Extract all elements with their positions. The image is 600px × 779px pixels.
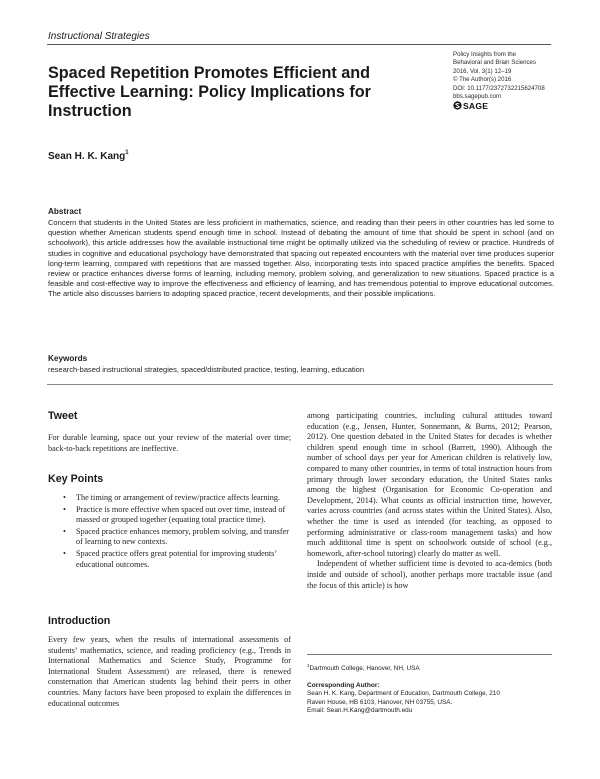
- footnote-divider: [307, 654, 552, 655]
- corresponding-author-heading: Corresponding Author:: [307, 682, 380, 690]
- corresponding-line: Raven House, HB 6103, Hanover, NH 03755, USA.: [307, 698, 453, 706]
- list-item: [48, 493, 291, 504]
- author-byline: [48, 150, 129, 162]
- publisher-name: SAGE: [463, 100, 489, 111]
- sage-logo-icon: [453, 101, 462, 110]
- paragraph: among participating countries, including cultural attitudes toward education (e.g., Jensen, Hunter, Sonnemann, & Burns, 2012; Pearson, 2012). One question debated in the United States for decades is whether children spend enough time in school (Barrett, 1990). Although the number of school days per year for American children is relatively low, compared to many other countries, in terms of total instruction hours from primary through lower secondary education, the United States ranks among the highest (Organisation for Economic Co-operation and Development, 2014). What counts as official instruction time, however, varies across countries (and across states within the United States). Also, whether the time is used as intended (for teaching, as opposed to performing administrative or class-room management tasks) and how much additional time is spent on schoolwork outside of school (e.g., homework, after-school tutoring) clearly do matter as well.: [307, 411, 552, 558]
- tweet-heading: Tweet: [48, 410, 78, 422]
- footnotes: [307, 662, 552, 715]
- paragraph: Every few years, when the results of international assessments of students’ mathematics, science, and reading proficiency (e.g., Trends in International Mathematics and Science Study, Programme for International Student Assessment) are released, there is renewed consternation that American students lag behind their peers in other countries. Many factors have been proposed to explain the differences in educational outcomes: [48, 635, 291, 708]
- affiliation-text: Dartmouth College, Hanover, NH, USA: [309, 665, 420, 672]
- key-points-heading: Key Points: [48, 473, 104, 485]
- affiliation-marker: 1: [307, 663, 310, 668]
- journal-info: [453, 51, 563, 110]
- abstract-text: Concern that students in the United States are less proficient in mathematics, science, and reading than their peers in other countries has led some to question whether American students spend enough time in school. Instead of debating the amount of time that should be spent in school (and on schoolwork), this article addresses how the available instructional time might be optimally utilized via the scheduling of review or practice. Hundreds of studies in cognitive and educational psychology have demonstrated that spacing out repeated encounters with the material over time produces superior long-term learning, compared with repetitions that are massed together. Also, incorporating tests into spaced practice amplifies the benefits. Spaced review or practice enhances diverse forms of learning, including memory, problem solving, and generalization to new situations. Spaced practice is a feasible and cost-effective way to improve the effectiveness and efficiency of learning, and has tremendous potential to improve educational outcomes. The article also discusses barriers to adopting spaced practice, recent developments, and their possible implications.: [48, 218, 554, 299]
- list-item: [48, 549, 291, 570]
- bullet-icon: •: [63, 504, 66, 514]
- bullet-icon: •: [63, 493, 66, 502]
- introduction-text: [48, 635, 291, 709]
- title-line: Instruction: [48, 102, 132, 120]
- header-divider: [47, 44, 551, 45]
- key-point-text: Spaced practice enhances memory, problem solving, and transfer of learning to new contexts.: [76, 526, 289, 547]
- bullet-icon: •: [63, 526, 66, 536]
- copyright: © The Author(s) 2016: [453, 76, 512, 84]
- section-divider: [47, 384, 553, 385]
- journal-name-line: Policy Insights from the: [453, 51, 516, 58]
- affiliation-note: [307, 662, 552, 673]
- body-text: [307, 411, 552, 591]
- list-item: [48, 505, 291, 526]
- section-label: Instructional Strategies: [48, 31, 150, 42]
- author-name: Sean H. K. Kang: [48, 151, 126, 162]
- abstract-heading: Abstract: [48, 207, 82, 216]
- title-line: Effective Learning: Policy Implications for: [48, 83, 371, 101]
- key-points-list: [48, 493, 291, 571]
- publisher-logo: [453, 101, 563, 110]
- doi: DOI: 10.1177/2372732215624708: [453, 84, 545, 92]
- tweet-text: For durable learning, space out your review of the material over time; back-to-back repetitions are ineffective.: [48, 433, 291, 453]
- corresponding-line: Sean H. K. Kang, Department of Education, Dartmouth College, 210: [307, 690, 500, 698]
- journal-volume: 2016, Vol. 3(1) 12–19: [453, 67, 512, 75]
- key-point-text: The timing or arrangement of review/practice affects learning.: [76, 493, 280, 502]
- key-point-text: Spaced practice offers great potential for improving students’ educational outcomes.: [76, 548, 277, 569]
- journal-name-line: Behavioral and Brain Sciences: [453, 59, 536, 67]
- keywords-text: research-based instructional strategies, spaced/distributed practice, testing, learning, education: [48, 365, 365, 374]
- key-point-text: Practice is more effective when spaced out over time, instead of massed or grouped together (equating total practice time).: [76, 504, 286, 525]
- paragraph: Independent of whether sufficient time is devoted to aca-demics (both inside and outside of school), another perhaps more tractable issue (and the focus of this article) is how: [307, 559, 552, 590]
- journal-url[interactable]: bbs.sagepub.com: [453, 93, 502, 101]
- bullet-icon: •: [63, 548, 66, 558]
- list-item: [48, 527, 291, 548]
- corresponding-email[interactable]: Email: Sean.H.Kang@dartmouth.edu: [307, 706, 413, 714]
- keywords-heading: Keywords: [48, 354, 88, 363]
- author-affiliation-marker: 1: [125, 150, 129, 156]
- introduction-heading: Introduction: [48, 615, 111, 627]
- title-line: Spaced Repetition Promotes Efficient and: [48, 64, 371, 82]
- article-title: [48, 64, 393, 121]
